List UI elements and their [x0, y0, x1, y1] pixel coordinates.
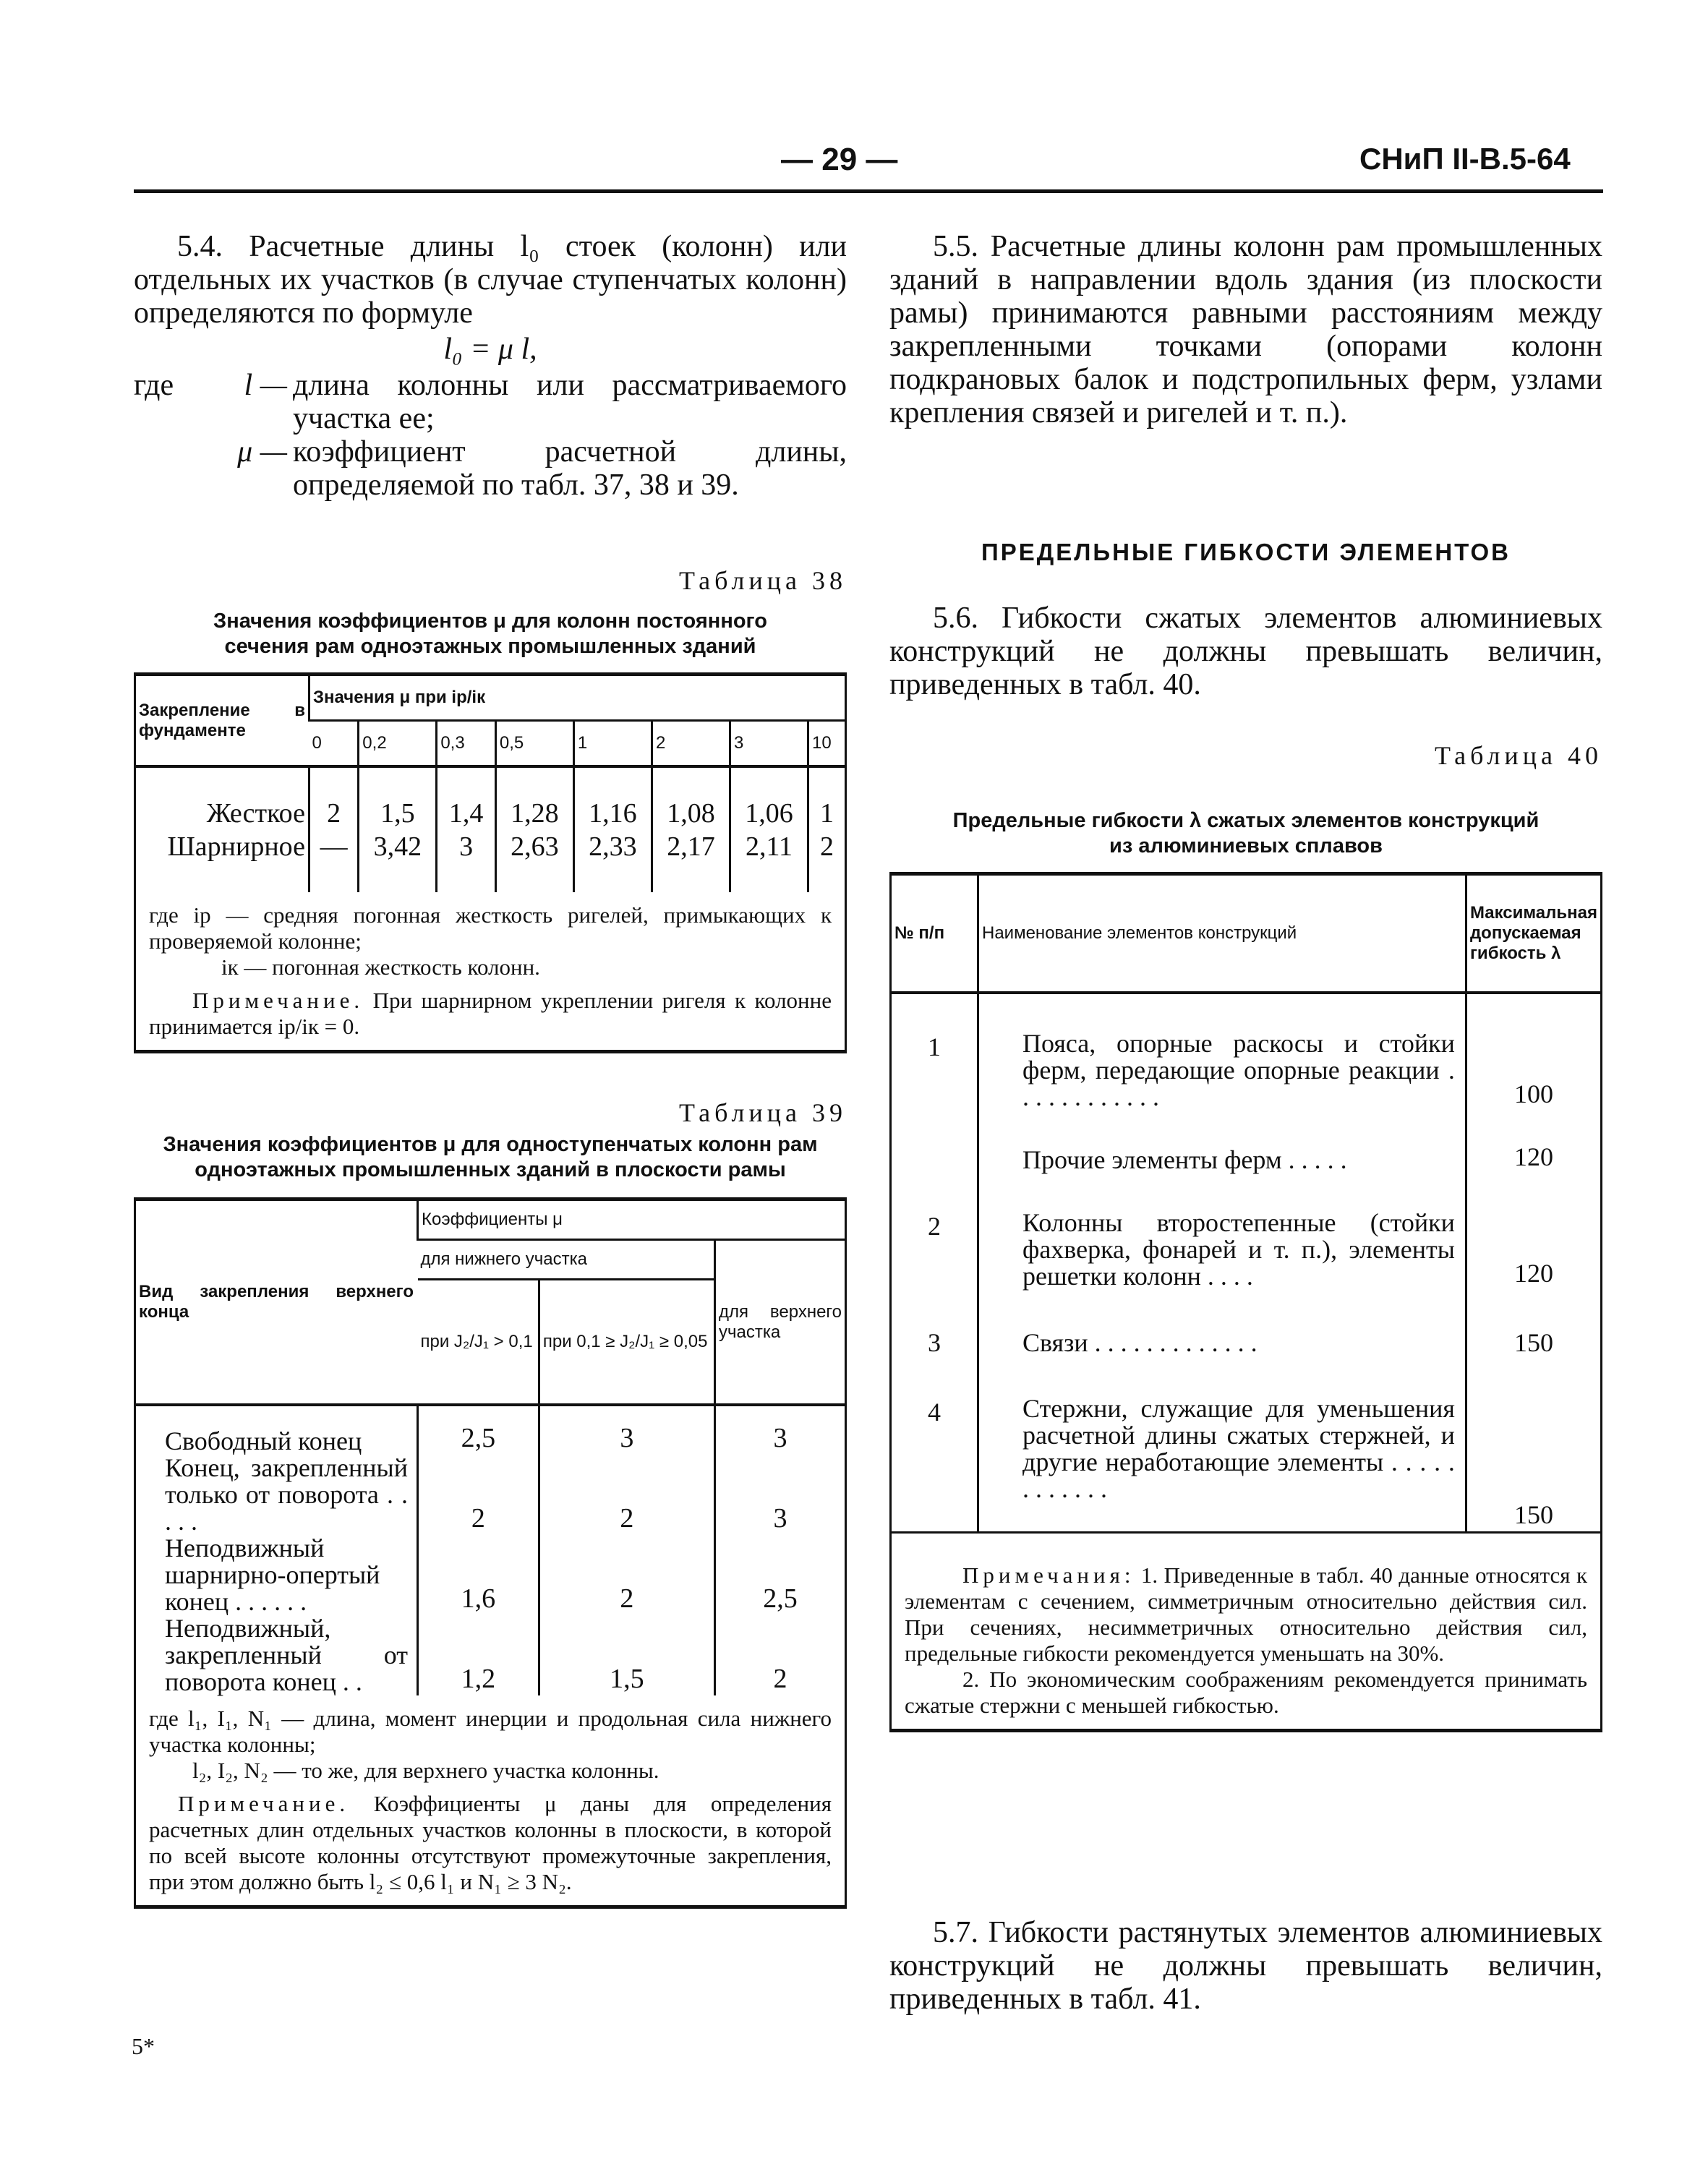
- paragraph-5-4-block: [134, 230, 847, 502]
- ratio-header: 0,3: [437, 721, 496, 767]
- cell-value: 2,33: [573, 830, 652, 892]
- table-38-label: Таблица 38: [679, 566, 847, 595]
- cell-value: 3: [715, 1455, 845, 1535]
- row-label: Неподвижный шарнирно-опертый конец . . . . . .: [165, 1534, 380, 1616]
- ratio-header: 0,5: [495, 721, 573, 767]
- row-label: Свободный конец: [165, 1427, 362, 1455]
- cell-value: 2,11: [730, 830, 808, 892]
- row-label: Шарнирное: [167, 831, 305, 862]
- row-number: 3: [928, 1328, 941, 1357]
- max-slenderness: 120: [1466, 1173, 1600, 1290]
- cell-value: 2: [309, 766, 359, 830]
- table-row: [892, 1290, 1600, 1359]
- row-label: Конец, закрепленный только от поворота . . . . .: [165, 1453, 408, 1536]
- table-38-section: [134, 564, 847, 1053]
- def-text: коэффициент расчетной длины, определяемой по табл. 37, 38 и 39.: [293, 435, 847, 502]
- cell-value: —: [309, 830, 359, 892]
- note-text: При шарнирном укреплении ригеля к колонне принимается iр/iк = 0.: [149, 988, 832, 1039]
- table-39-label: Таблица 39: [679, 1098, 847, 1127]
- max-slenderness: 150: [1466, 1290, 1600, 1359]
- cell-value: 2: [715, 1615, 845, 1695]
- table-39-title: Значения коэффициентов μ для одноступенчатых колонн рам одноэтажных промышленных зданий в плоскости рамы: [163, 1133, 818, 1181]
- row-label: Жесткое: [206, 798, 305, 829]
- cell-value: 1,2: [418, 1615, 539, 1695]
- row-number: [892, 1111, 978, 1173]
- table-row: [136, 1615, 845, 1695]
- ratio-header: 1: [573, 721, 652, 767]
- paragraph-5-7: [889, 1916, 1602, 2016]
- col-header-end: Вид закрепления верхнего конца: [136, 1201, 418, 1405]
- table-39-section: [134, 1096, 847, 1909]
- element-name: Связи . . . . . . . . . . . . .: [978, 1290, 1466, 1359]
- paragraph-5-6: [889, 602, 1602, 701]
- note-label: Примечание.: [192, 988, 364, 1013]
- ratio-header: 2: [652, 721, 730, 767]
- cell-value: 3,42: [359, 830, 437, 892]
- element-name: Пояса, опорные раскосы и стойки ферм, передающие опорные реакции . . . . . . . . . . . .: [978, 993, 1466, 1111]
- table-40-title: Предельные гибкости λ сжатых элементов конструкций из алюминиевых сплавов: [952, 809, 1540, 857]
- table-39-notes: [136, 1695, 845, 1905]
- ratio-header: 0,2: [359, 721, 437, 767]
- note-1: 1. Приведенные в табл. 40 данные относятся к элементам с сечением, симметричным относительно действия сил. При сечениях, несимметричных относительно действия сил, предельные гибкости рекомендуется уменьшать на 30%.: [905, 1562, 1588, 1666]
- row-number: 4: [928, 1398, 941, 1427]
- paragraph-5-5-text: 5.5. Расчетные длины колонн рам промышленных зданий в направлении вдоль здания (из плоскости рамы) принимаются равными расстояниям между закрепленными точками (опорами колонн подкрановых балок и подстропильных ферм, узлами крепления связей и ригелей и т. п.).: [889, 230, 1602, 429]
- lower-c1-header: при J₂/J₁ > 0,1: [418, 1280, 539, 1406]
- paragraph-5-5: [889, 230, 1602, 429]
- cell-value: 2,5: [715, 1535, 845, 1615]
- cell-value: 2,63: [495, 830, 573, 892]
- col-header-fixing: Закрепление в фундаменте: [136, 676, 309, 766]
- cell-value: 1,28: [495, 766, 573, 830]
- cell-value: 2: [418, 1455, 539, 1535]
- col-header-max: Максимальная допускаемая гибкость λ: [1466, 876, 1600, 993]
- col-group-header: Коэффициенты μ: [418, 1201, 845, 1240]
- def-text: длина колонны или рассматриваемого участка ее;: [293, 369, 847, 435]
- cell-value: 3: [539, 1405, 714, 1455]
- cell-value: 1,6: [418, 1535, 539, 1615]
- col-header-number: № п/п: [892, 876, 978, 993]
- element-name: Колонны второстепенные (стойки фахверка, фонарей и т. п.), элементы решетки колонн . . . .: [978, 1173, 1466, 1290]
- where-ik: iк — погонная жесткость колонн.: [221, 954, 540, 980]
- table-38-title: Значения коэффициентов μ для колонн постоянного сечения рам одноэтажных промышленных зданий: [213, 610, 767, 658]
- cell-value: 1: [808, 766, 845, 830]
- lower-c2-header: при 0,1 ≥ J₂/J₁ ≥ 0,05: [539, 1280, 714, 1406]
- table-40: [889, 872, 1602, 1732]
- row-number: 2: [928, 1212, 941, 1241]
- paragraph-5-4: 5.4. Расчетные длины l₀ стоек (колонн) или отдельных их участков (в случае ступенчатых колонн) определяются по формуле: [134, 230, 847, 330]
- cell-value: 2: [808, 830, 845, 892]
- notes-label: Примечания:: [962, 1562, 1135, 1588]
- cell-value: 1,16: [573, 766, 652, 830]
- row-label: Неподвижный, закрепленный от поворота конец . .: [165, 1614, 408, 1696]
- formula: l₀ = μ l,: [443, 333, 537, 366]
- table-row: [136, 1535, 845, 1615]
- cell-value: 1,5: [539, 1615, 714, 1695]
- upper-part-header: для верхнего участка: [715, 1240, 845, 1406]
- max-slenderness: 120: [1466, 1111, 1600, 1173]
- def-term: μ —: [237, 435, 287, 469]
- document-code: СНиП II-В.5-64: [1359, 142, 1571, 176]
- max-slenderness: 100: [1466, 993, 1600, 1111]
- cell-value: 1,5: [359, 766, 437, 830]
- cell-value: 1,06: [730, 766, 808, 830]
- table-row: [136, 1405, 845, 1455]
- ratio-header: 10: [808, 721, 845, 767]
- cell-value: 2: [539, 1535, 714, 1615]
- note-2: 2. По экономическим соображениям рекомендуется принимать сжатые стержни с меньшей гибкостью.: [905, 1667, 1587, 1718]
- paragraph-5-6-text: 5.6. Гибкости сжатых элементов алюминиевых конструкций не должны превышать величин, приведенных в табл. 40.: [889, 602, 1602, 701]
- table-38-notes: [136, 892, 845, 1050]
- page-number: — 29 —: [781, 142, 898, 177]
- table-40-section: [889, 739, 1602, 1732]
- cell-value: 1,08: [652, 766, 730, 830]
- table-row: [892, 1359, 1600, 1531]
- col-header-name: Наименование элементов конструкций: [978, 876, 1466, 993]
- row-number: 1: [928, 1032, 941, 1061]
- def-pre: [134, 435, 221, 502]
- def-term: l —: [244, 369, 287, 402]
- table-row: [892, 1111, 1600, 1173]
- table-40-notes: [892, 1531, 1600, 1729]
- cell-value: 2: [539, 1455, 714, 1535]
- ratio-header: 3: [730, 721, 808, 767]
- table-row: [136, 1455, 845, 1535]
- note-text: Коэффициенты μ даны для определения расчетных длин отдельных участков колонны в плоскости, в которой по всей высоте колонны отсутствуют промежуточные закрепления, при этом должно быть l₂ ≤ 0,6 l₁ и N₁ ≥ 3 N₂.: [149, 1791, 832, 1894]
- table-row: [892, 1173, 1600, 1290]
- lower-part-header: для нижнего участка: [418, 1240, 715, 1280]
- table-39: [134, 1197, 847, 1909]
- where-upper: l₂, I₂, N₂ — то же, для верхнего участка колонны.: [192, 1758, 659, 1783]
- where-lower: где l₁, I₁, N₁ — длина, момент инерции и продольная сила нижнего участка колонны;: [149, 1706, 832, 1757]
- cell-value: 3: [437, 830, 496, 892]
- cell-value: 3: [715, 1405, 845, 1455]
- element-name: Прочие элементы ферм . . . . .: [978, 1111, 1466, 1173]
- header-rule: [134, 189, 1603, 193]
- section-heading: ПРЕДЕЛЬНЫЕ ГИБКОСТИ ЭЛЕМЕНТОВ: [981, 539, 1511, 565]
- note-label: Примечание.: [178, 1791, 350, 1816]
- cell-value: 2,17: [652, 830, 730, 892]
- def-pre: где: [134, 369, 174, 402]
- table-38: [134, 672, 847, 1053]
- table-40-label: Таблица 40: [1435, 741, 1602, 770]
- paragraph-5-7-text: 5.7. Гибкости растянутых элементов алюминиевых конструкций не должны превышать величин, приведенных в табл. 41.: [889, 1916, 1602, 2016]
- col-group-header: Значения μ при iр/iк: [309, 676, 845, 721]
- where-ip: где iр — средняя погонная жесткость ригелей, примыкающих к проверяемой колонне;: [149, 902, 832, 954]
- definitions: [134, 369, 847, 502]
- cell-value: 2,5: [418, 1405, 539, 1455]
- ratio-header: 0: [309, 721, 359, 767]
- element-name: Стержни, служащие для уменьшения расчетной длины сжатых стержней, и другие неработающие элементы . . . . . . . . . . . .: [978, 1359, 1466, 1531]
- max-slenderness: 150: [1466, 1359, 1600, 1531]
- cell-value: 1,4: [437, 766, 496, 830]
- footer-mark: 5*: [132, 2033, 155, 2059]
- table-row: [892, 993, 1600, 1111]
